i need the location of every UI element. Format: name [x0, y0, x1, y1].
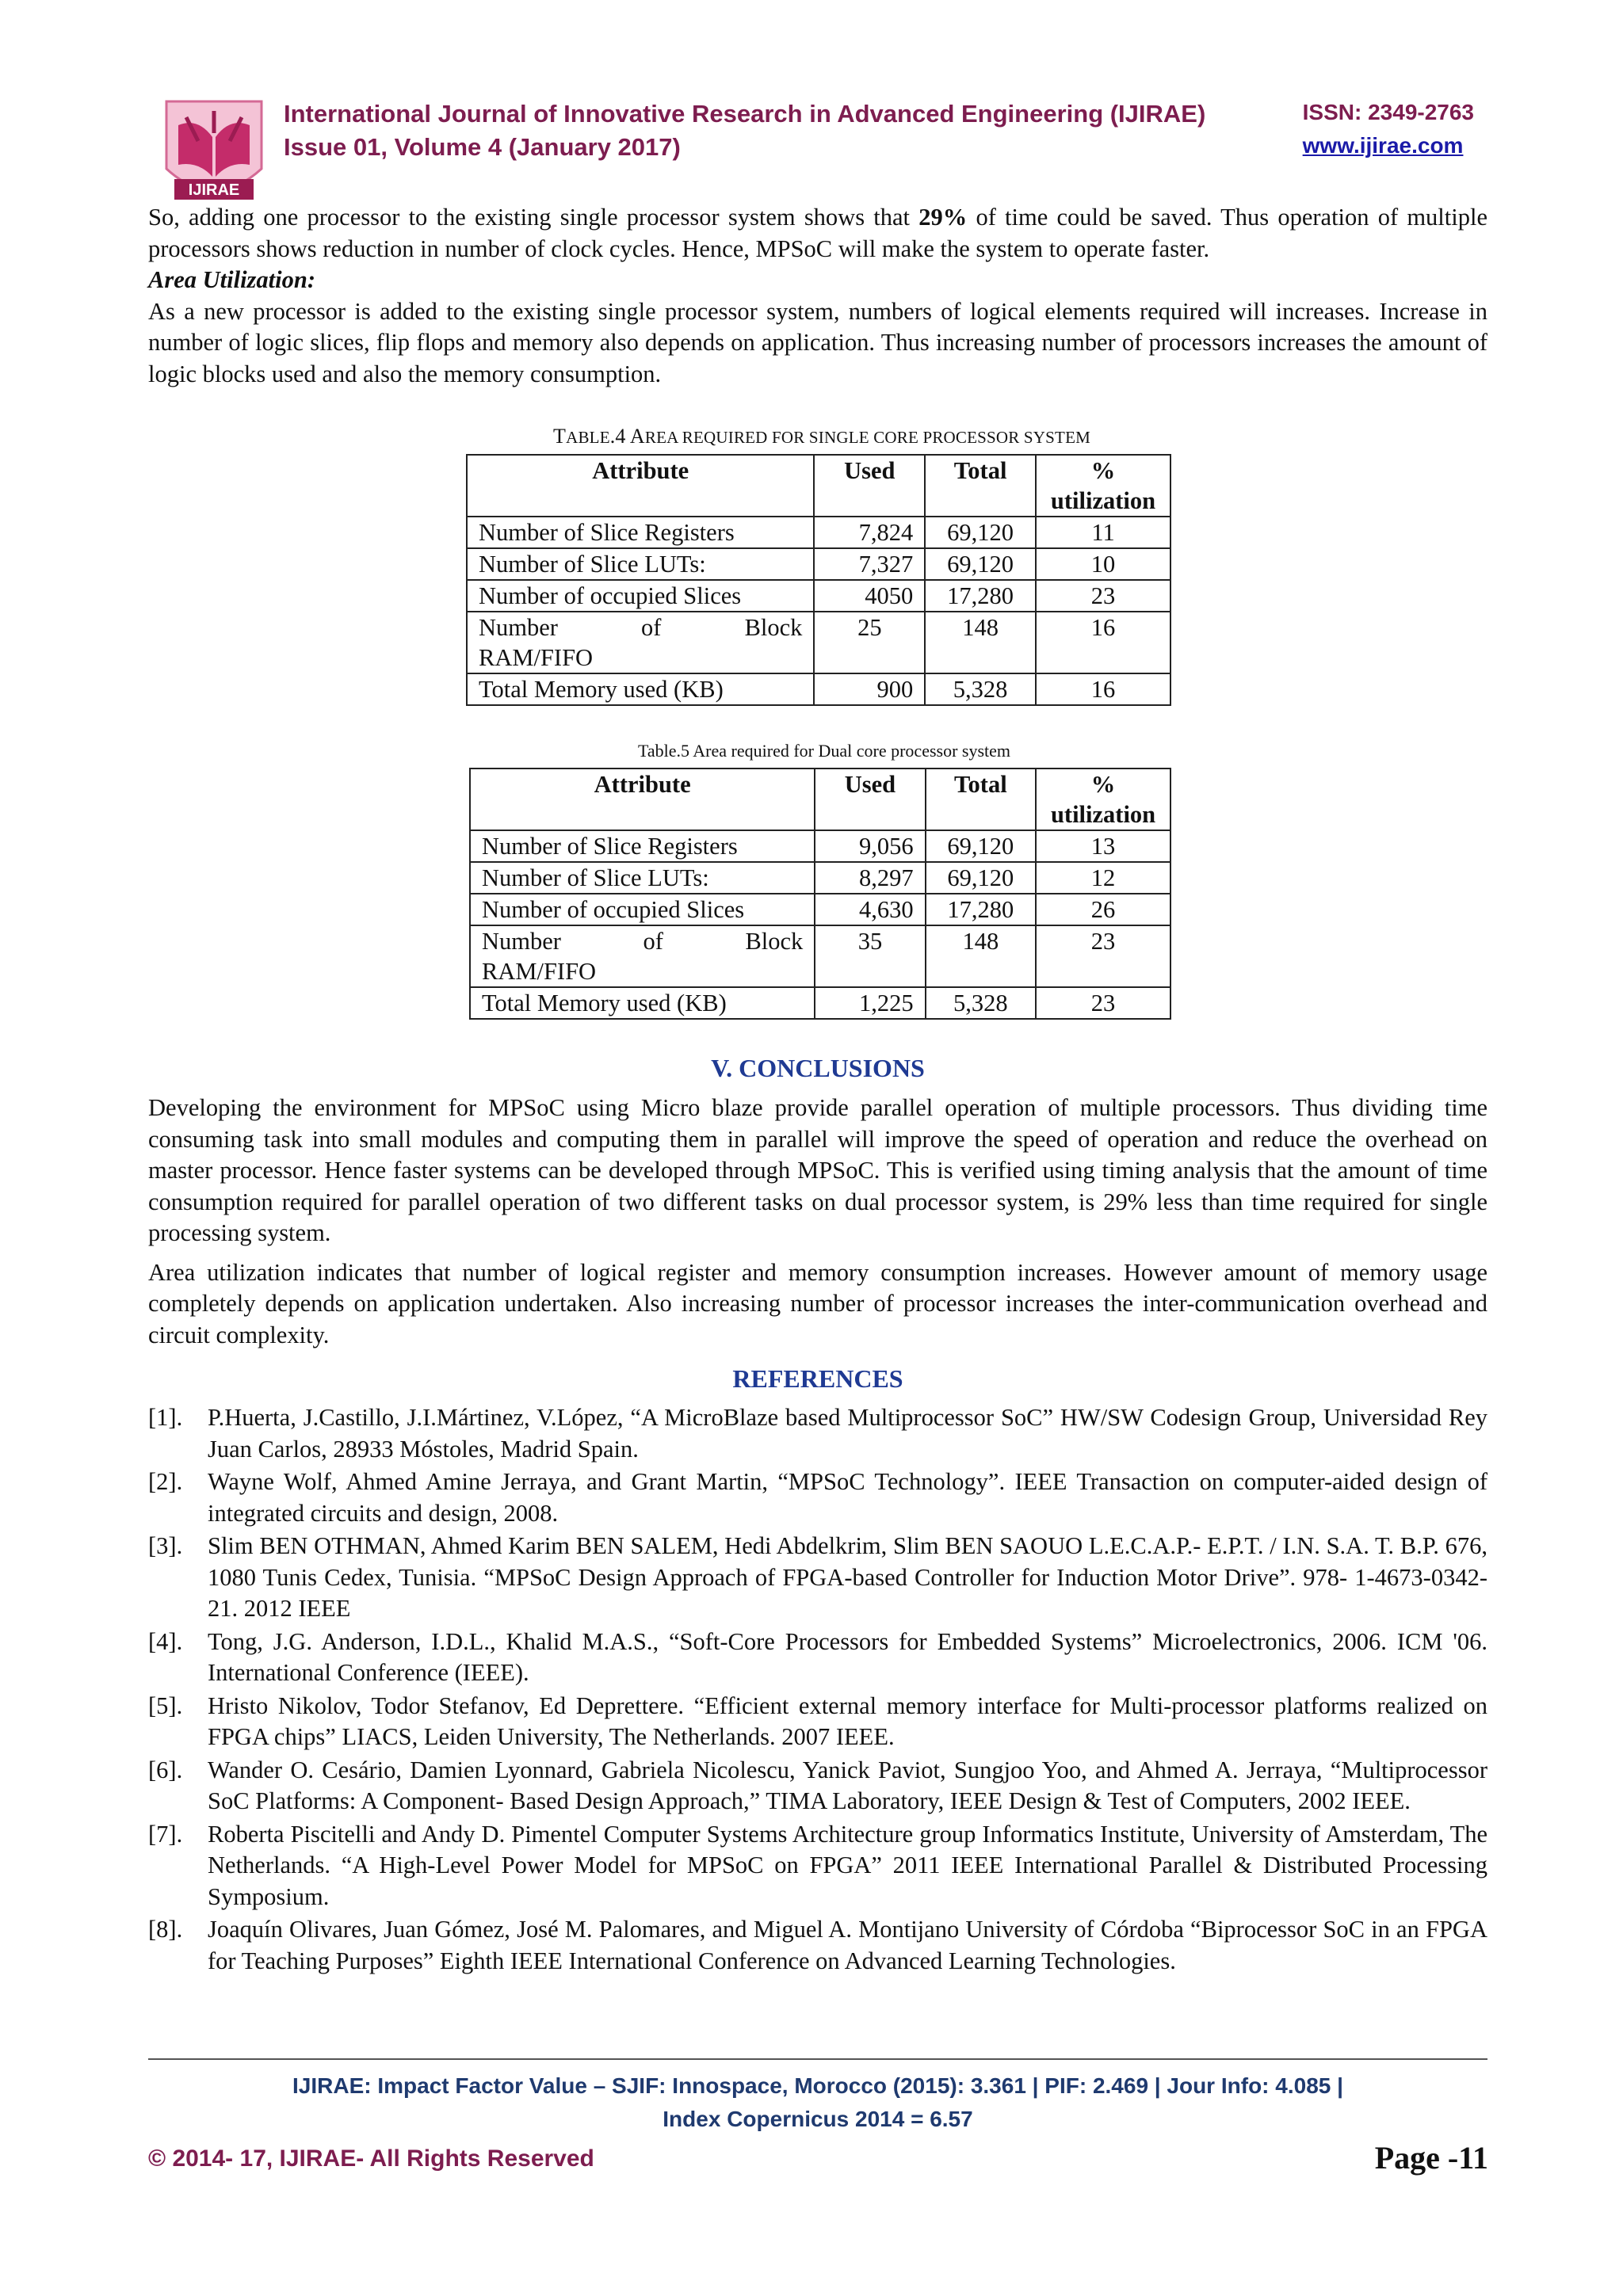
header-total: Total — [926, 769, 1037, 830]
header-utilization: % utilization — [1036, 769, 1170, 830]
table5-caption: Table.5 Area required for Dual core processor system — [637, 741, 1011, 761]
table-row: Number of Slice Registers 7,824 69,120 11 — [467, 517, 1170, 548]
footer-divider — [148, 2058, 1487, 2060]
header-used: Used — [814, 455, 925, 517]
table-row: Total Memory used (KB) 1,225 5,328 23 — [470, 987, 1170, 1019]
table-row: Number of occupied Slices 4,630 17,280 26 — [470, 894, 1170, 925]
copyright: © 2014- 17, IJIRAE- All Rights Reserved — [148, 2145, 594, 2172]
logo-text: IJIRAE — [188, 181, 240, 199]
table-row: Number of Slice LUTs: 7,327 69,120 10 — [467, 548, 1170, 580]
footer-impact — [148, 2069, 1487, 2136]
table-row: Number of Block RAM/FIFO 35 148 23 — [470, 925, 1170, 987]
table-row: Number of Slice LUTs: 8,297 69,120 12 — [470, 862, 1170, 894]
reference-item: [1]. P.Huerta, J.Castillo, J.I.Mártinez, V.López, “A MicroBlaze based Multiprocessor SoC” HW/SW Codesign Group, Universidad Rey Juan Carlos, 28933 Móstoles, Madrid Spain. — [148, 1404, 1487, 1463]
ijirae-logo-icon — [151, 93, 277, 212]
conclusions-paragraph: Developing the environment for MPSoC using Micro blaze provide parallel operation of multiple processors. Thus dividing time consuming task into small modules and computing them in parallel will improve the speed of operation and reduce the overhead on master processor. Hence faster systems can be developed through MPSoC. This is verified using timing analysis that the amount of time consumption required for parallel operation of two different tasks on dual processor system, is 29% less than time required for single processing system. — [148, 1094, 1487, 1246]
intro-paragraph: So, adding one processor to the existing single processor system shows that 29% of time could be saved. Thus operation of multiple processors shows reduction in number of clock cycles. Hence, MPSoC will make the system to operate faster. — [148, 204, 1487, 262]
header-attribute: Attribute — [467, 455, 814, 517]
journal-title-block — [284, 100, 1205, 162]
reference-item: [8]. Joaquín Olivares, Juan Gómez, José M. Palomares, and Miguel A. Montijano University of Córdoba “Biprocessor SoC in an FPGA for Teaching Purposes” Eighth IEEE International Conference on Advanced Learning Technologies. — [148, 1916, 1487, 1974]
references-heading: REFERENCES — [732, 1364, 903, 1393]
journal-meta — [1303, 100, 1474, 158]
references-list — [148, 1402, 1487, 1978]
reference-item: [3]. Slim BEN OTHMAN, Ahmed Karim BEN SALEM, Hedi Abdelkrim, Slim BEN SAOUO L.E.C.A.P.- E.P.T. / I.N. S.A. T. B.P. 676, 1080 Tunis Cedex, Tunisia. “MPSoC Design Approach of FPGA-based Controller for Induction Motor Drive”. 978- 1-4673-0342-21. 2012 IEEE — [148, 1532, 1487, 1622]
table-row: Number of Block RAM/FIFO 25 148 16 — [467, 612, 1170, 673]
reference-item: [6]. Wander O. Cesário, Damien Lyonnard, Gabriela Nicolescu, Yanick Paviot, Sungjoo Yoo, and Ahmed A. Jerraya, “Multiprocessor SoC Platforms: A Component- Based Design Approach,” TIMA Laboratory, IEEE Design & Test of Computers, 2002 IEEE. — [148, 1756, 1487, 1814]
journal-issue: Issue 01, Volume 4 (January 2017) — [284, 133, 681, 161]
website-link[interactable]: www.ijirae.com — [1302, 133, 1464, 158]
table4 — [466, 454, 1171, 706]
header-total: Total — [925, 455, 1036, 517]
reference-item: [7]. Roberta Piscitelli and Andy D. Pimentel Computer Systems Architecture group Informatics Institute, University of Amsterdam, The Netherlands. “A High-Level Power Model for MPSoC on FPGA” 2011 IEEE International Parallel & Distributed Processing Symposium. — [148, 1820, 1487, 1910]
journal-header — [151, 93, 1490, 199]
header-attribute: Attribute — [470, 769, 815, 830]
area-utilization-heading: Area Utilization: — [148, 266, 315, 293]
footer-line1: IJIRAE: Impact Factor Value – SJIF: Innospace, Morocco (2015): 3.361 | PIF: 2.469 | Jour Info: 4.085 | — [292, 2073, 1343, 2098]
reference-item: [5]. Hristo Nikolov, Todor Stefanov, Ed Deprettere. “Efficient external memory interface for Multi-processor platforms realized on FPGA chips” LIACS, Leiden University, The Netherlands. 2007 IEEE. — [148, 1691, 1487, 1750]
header-used: Used — [815, 769, 925, 830]
table5 — [469, 768, 1171, 1020]
issn: ISSN: 2349-2763 — [1302, 100, 1474, 124]
footer-line2: Index Copernicus 2014 = 6.57 — [663, 2107, 973, 2131]
conclusions-paragraph: Area utilization indicates that number of logical register and memory consumption increases. However amount of memory usage completely depends on application undertaken. Also increasing number of processor increases the inter-communication overhead and circuit complexity. — [148, 1258, 1487, 1348]
reference-item: [4]. Tong, J.G. Anderson, I.D.L., Khalid M.A.S., “Soft-Core Processors for Embedded Systems” Microelectronics, 2006. ICM '06. International Conference (IEEE). — [148, 1627, 1487, 1686]
table4-caption: TABLE.4 AREA REQUIRED FOR SINGLE CORE PROCESSOR SYSTEM — [553, 425, 1090, 448]
conclusions-heading: V. CONCLUSIONS — [711, 1054, 925, 1082]
table-row: Number of occupied Slices 4050 17,280 23 — [467, 580, 1170, 612]
table-row: Number of Slice Registers 9,056 69,120 13 — [470, 830, 1170, 862]
reference-item: [2]. Wayne Wolf, Ahmed Amine Jerraya, and Grant Martin, “MPSoC Technology”. IEEE Transaction on computer-aided design of integrated circuits and design, 2008. — [148, 1468, 1487, 1527]
table-header-row — [467, 455, 1170, 517]
intro-text — [148, 202, 1487, 390]
page-number: Page -11 — [1374, 2140, 1488, 2176]
table-header-row — [470, 769, 1170, 830]
header-utilization: % utilization — [1036, 455, 1170, 517]
table-row: Total Memory used (KB) 900 5,328 16 — [467, 673, 1170, 705]
highlight-percent: 29% — [918, 204, 968, 231]
area-utilization-paragraph: As a new processor is added to the existing single processor system, numbers of logical elements required will increases. Increase in number of logic slices, flip flops and memory also depends on application. Thus increasing number of processors increases the amount of logic blocks used and also the memory consumption. — [148, 297, 1487, 387]
conclusions-text — [148, 1093, 1487, 1359]
journal-title: International Journal of Innovative Research in Advanced Engineering (IJIRAE) — [284, 100, 1206, 128]
